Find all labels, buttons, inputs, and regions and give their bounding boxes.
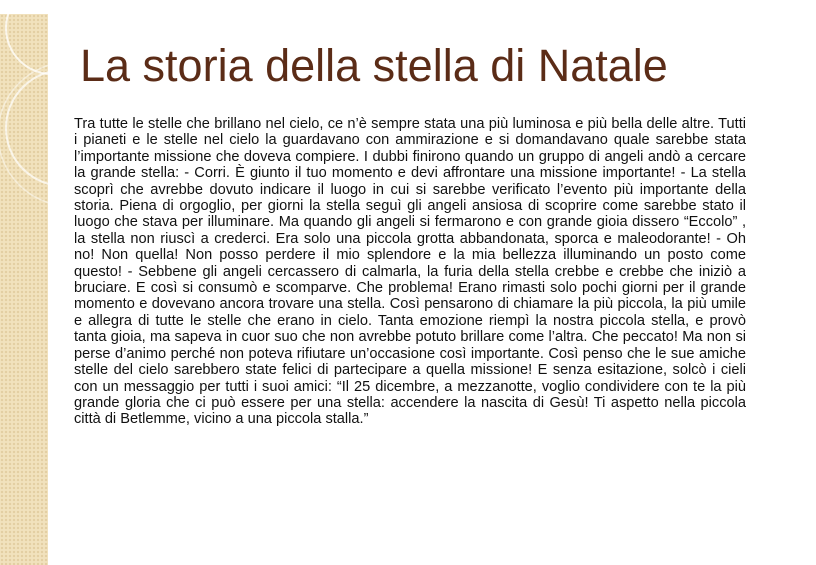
story-body-text: Tra tutte le stelle che brillano nel cielo, ce n’è sempre stata una più luminosa e più bella delle altre. Tutti i pianeti e le stelle nel cielo la guardavano con ammirazione e si domandavano quale sarebbe stata l’importante missione che doveva compiere. I dubbi finirono quando un gruppo di angeli andò a cercare la grande stella: - Corri. È giunto il tuo momento e devi affrontare una missione importante! - La stella scoprì che avrebbe dovuto indicare il luogo in cui si sarebbe verificato l’evento più importante della storia. Piena di orgoglio, per giorni la stella seguì gli angeli ansiosa di scoprire come sarebbe stato il luogo che stava per illuminare. Ma quando gli angeli si fermarono e con grande gioia dissero “Eccolo” , la stella non riuscì a crederci. Era solo una piccola grotta abbandonata, sporca e maleodorante! - Oh no! Non quella! Non posso perdere il mio splendore e la mia bellezza illuminando un posto come questo! - Sebbene gli angeli cercassero di calmarla, la furia della stella crebbe e crebbe che iniziò a bruciare. E così si consumò e scomparve. Che problema! Erano rimasti solo pochi giorni per il grande momento e dovevano ancora trovare una stella. Così pensarono di chiamare la più piccola, la più umile e allegra di tutte le stelle che erano in cielo. Tanta emozione riempì la nostra piccola stella, e provò tanta gioia, ma sapeva in cuor suo che non avrebbe potuto brillare come l’altra. Che peccato! Ma non si perse d’animo perché non poteva rifiutare un’occasione così importante. Così penso che le sue amiche stelle del cielo sarebbero state felici di partecipare a quella missione! E senza esitazione, solcò i cieli con un messaggio per tutti i suoi amici: “Il 25 dicembre, a mezzanotte, voglio condividere con te la più grande gloria che ci può essere per una stella: accendere la nascita di Gesù! Ti aspetto nella piccola città di Betlemme, vicino a una piccola stalla.” (74, 116, 746, 428)
decorative-arcs (0, 14, 48, 565)
slide-title: La storia della stella di Natale (80, 40, 668, 91)
decorative-side-band (0, 14, 48, 565)
